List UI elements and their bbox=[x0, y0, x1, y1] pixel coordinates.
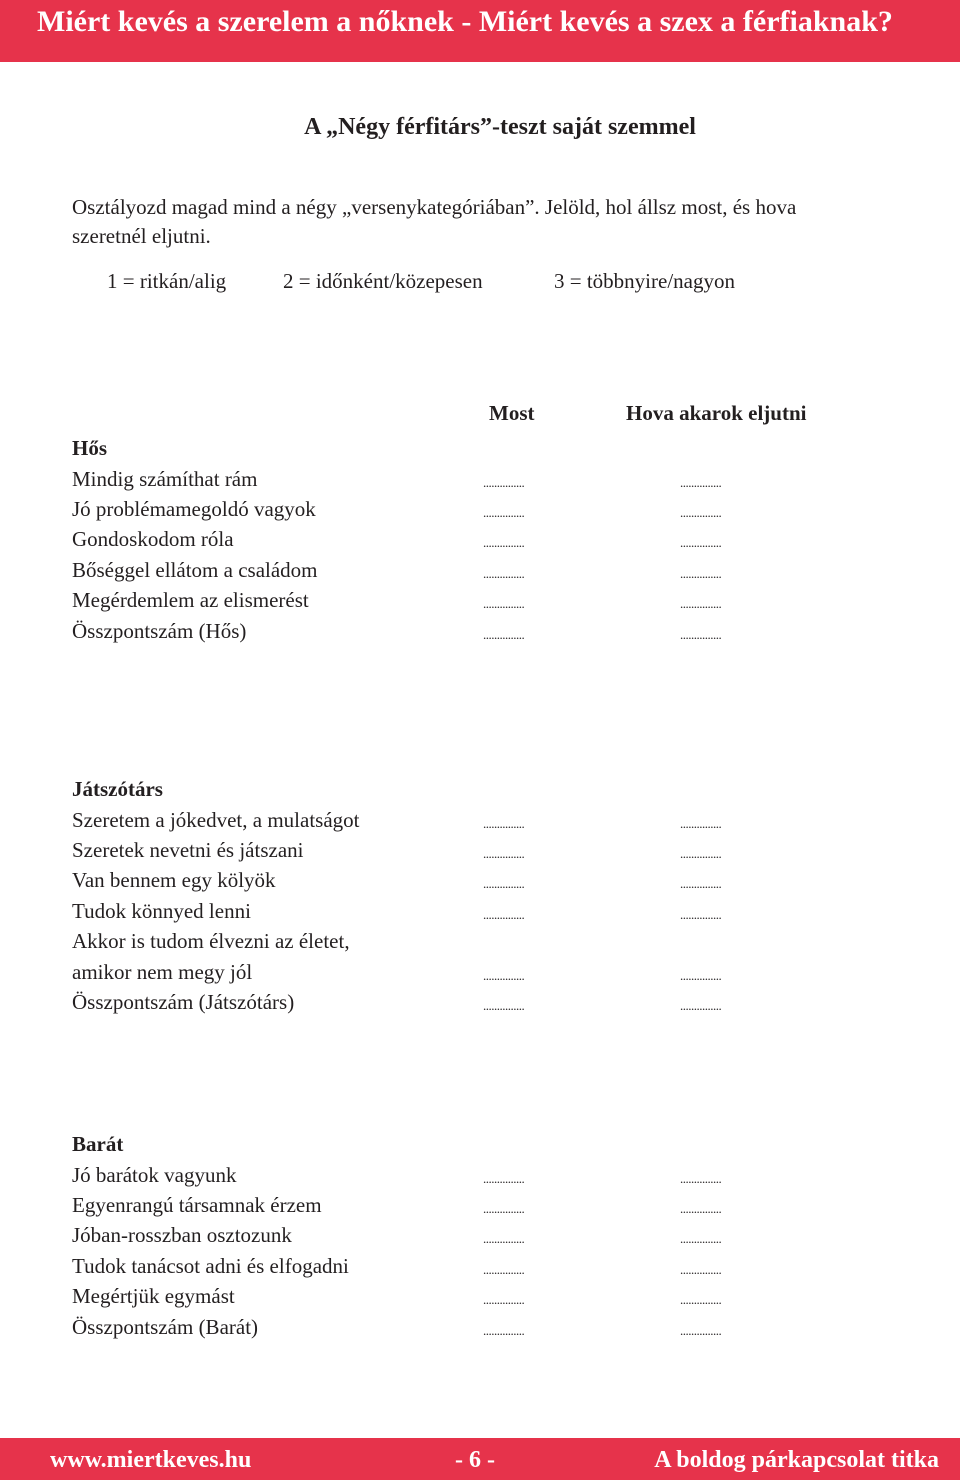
blank-goal[interactable]: ............... bbox=[680, 1323, 722, 1338]
item-total: Összpontszám (Játszótárs) bbox=[72, 990, 295, 1014]
scale-2: 2 = időnként/közepesen bbox=[283, 269, 483, 293]
item-label: Akkor is tudom élvezni az életet, bbox=[72, 929, 350, 953]
blank-goal[interactable]: ............... bbox=[680, 876, 722, 891]
item-total: Összpontszám (Barát) bbox=[72, 1315, 259, 1339]
blank-goal[interactable]: ............... bbox=[680, 475, 722, 490]
scale-1: 1 = ritkán/alig bbox=[107, 269, 227, 293]
item-label: Jóban-rosszban osztozunk bbox=[72, 1223, 292, 1247]
item-label: Bőséggel ellátom a családom bbox=[72, 558, 318, 582]
scale-3: 3 = többnyire/nagyon bbox=[554, 269, 735, 293]
intro-text: Osztályozd magad mind a négy „versenykategóriában”. Jelöld, hol állsz most, és hova szeretnél eljutni. bbox=[72, 195, 797, 248]
blank-goal[interactable]: ............... bbox=[680, 566, 722, 581]
section-title: A „Négy férfitárs”-teszt saját szemmel bbox=[304, 114, 696, 140]
blank-goal[interactable]: ............... bbox=[680, 1231, 722, 1246]
blank-goal[interactable]: ............... bbox=[680, 1201, 722, 1216]
blank-now[interactable]: ............... bbox=[483, 535, 525, 550]
blank-goal[interactable]: ............... bbox=[680, 596, 722, 611]
item-total: Összpontszám (Hős) bbox=[72, 619, 247, 643]
item-label: Van bennem egy kölyök bbox=[72, 868, 276, 892]
item-label: Jó barátok vagyunk bbox=[72, 1163, 237, 1187]
blank-now[interactable]: ............... bbox=[483, 627, 525, 642]
blank-now[interactable]: ............... bbox=[483, 816, 525, 831]
item-label: amikor nem megy jól bbox=[72, 960, 253, 984]
blank-goal[interactable]: ............... bbox=[680, 505, 722, 520]
item-label: Tudok tanácsot adni és elfogadni bbox=[72, 1254, 349, 1278]
blank-now[interactable]: ............... bbox=[483, 998, 525, 1013]
blank-goal[interactable]: ............... bbox=[680, 907, 722, 922]
blank-now[interactable]: ............... bbox=[483, 1323, 525, 1338]
blank-now[interactable]: ............... bbox=[483, 1171, 525, 1186]
column-goal: Hova akarok eljutni bbox=[626, 401, 807, 425]
group-title: Barát bbox=[72, 1132, 124, 1156]
blank-goal[interactable]: ............... bbox=[680, 1292, 722, 1307]
blank-now[interactable]: ............... bbox=[483, 1262, 525, 1277]
blank-now[interactable]: ............... bbox=[483, 596, 525, 611]
blank-goal[interactable]: ............... bbox=[680, 535, 722, 550]
item-label: Egyenrangú társamnak érzem bbox=[72, 1193, 322, 1217]
item-label: Gondoskodom róla bbox=[72, 527, 234, 551]
item-label: Jó problémamegoldó vagyok bbox=[72, 497, 316, 521]
column-now: Most bbox=[489, 401, 535, 425]
item-label: Megérdemlem az elismerést bbox=[72, 588, 309, 612]
blank-goal[interactable]: ............... bbox=[680, 627, 722, 642]
blank-goal[interactable]: ............... bbox=[680, 1262, 722, 1277]
blank-now[interactable]: ............... bbox=[483, 1231, 525, 1246]
item-label: Szeretem a jókedvet, a mulatságot bbox=[72, 808, 360, 832]
blank-goal[interactable]: ............... bbox=[680, 846, 722, 861]
footer-book-title: A boldog párkapcsolat titka bbox=[654, 1447, 939, 1473]
page-number: - 6 - bbox=[455, 1447, 495, 1473]
header-bar bbox=[0, 0, 960, 62]
blank-goal[interactable]: ............... bbox=[680, 816, 722, 831]
item-label: Szeretek nevetni és játszani bbox=[72, 838, 304, 862]
blank-now[interactable]: ............... bbox=[483, 505, 525, 520]
item-label: Tudok könnyed lenni bbox=[72, 899, 251, 923]
blank-goal[interactable]: ............... bbox=[680, 998, 722, 1013]
blank-now[interactable]: ............... bbox=[483, 566, 525, 581]
blank-now[interactable]: ............... bbox=[483, 907, 525, 922]
blank-now[interactable]: ............... bbox=[483, 1201, 525, 1216]
blank-now[interactable]: ............... bbox=[483, 968, 525, 983]
blank-now[interactable]: ............... bbox=[483, 846, 525, 861]
blank-now[interactable]: ............... bbox=[483, 1292, 525, 1307]
group-title: Hős bbox=[72, 436, 108, 460]
item-label: Mindig számíthat rám bbox=[72, 467, 258, 491]
blank-goal[interactable]: ............... bbox=[680, 968, 722, 983]
running-header-title: Miért kevés a szerelem a nőknek - Miért kevés a szex a férfiaknak? bbox=[37, 5, 893, 38]
blank-now[interactable]: ............... bbox=[483, 876, 525, 891]
group-title: Játszótárs bbox=[72, 777, 163, 801]
blank-goal[interactable]: ............... bbox=[680, 1171, 722, 1186]
footer-website[interactable]: www.miertkeves.hu bbox=[50, 1447, 252, 1473]
footer-bar bbox=[0, 1438, 960, 1480]
item-label: Megértjük egymást bbox=[72, 1284, 235, 1308]
blank-now[interactable]: ............... bbox=[483, 475, 525, 490]
